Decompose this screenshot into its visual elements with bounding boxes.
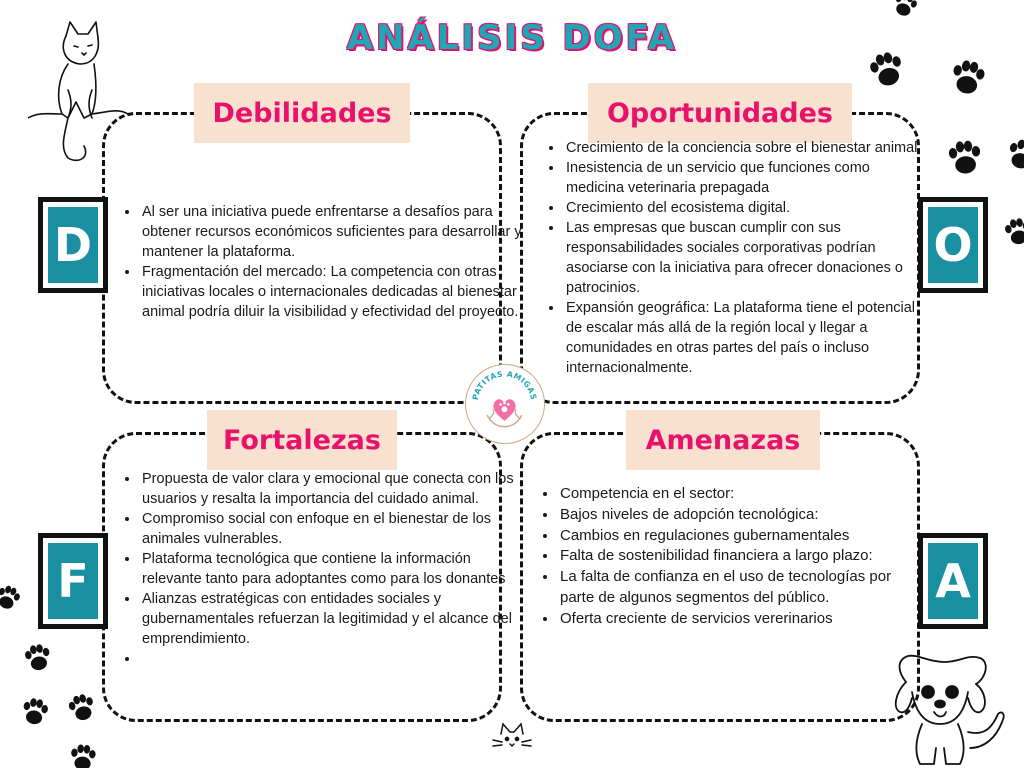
- amenazas-label: Amenazas: [626, 410, 820, 470]
- oportunidades-list: [544, 138, 930, 378]
- amenazas-list: [538, 484, 924, 630]
- logo-text: PATITAS AMIGAS: [470, 369, 539, 401]
- list-item: • Competencia en el sector:: [558, 484, 924, 505]
- list-item: • Expansión geográfica: La plataforma tiene el potencial de escalar más allá de la región local y llegar a comunidades en otras partes del país o incluso internacionalmente.: [564, 298, 930, 378]
- letter-f: F: [38, 533, 108, 629]
- list-item: • Compromiso social con enfoque en el bienestar de los animales vulnerables.: [140, 509, 518, 549]
- list-item: • Falta de sostenibilidad financiera a largo plazo:: [558, 546, 924, 567]
- list-item: [140, 649, 518, 669]
- patitas-amigas-logo: [465, 364, 545, 444]
- fortalezas-list: [120, 469, 518, 669]
- list-item: • Fragmentación del mercado: La competencia con otras iniciativas locales o internacionales dedicadas al bienestar animal podría diluir la visibilidad y efectividad del proyecto.: [140, 262, 528, 322]
- list-item: • Propuesta de valor clara y emocional que conecta con los usuarios y resalta la importancia del cuidado animal.: [140, 469, 518, 509]
- debilidades-list: [120, 202, 528, 322]
- logo-emblem-icon: [466, 365, 543, 442]
- fortalezas-label: Fortalezas: [207, 410, 397, 470]
- oportunidades-label: Oportunidades: [588, 83, 852, 143]
- list-item: • Alianzas estratégicas con entidades sociales y gubernamentales refuerzan la legitimidad y el alcance del emprendimiento.: [140, 589, 518, 649]
- page-title: ANÁLISIS DOFA: [346, 18, 678, 58]
- list-item: • Oferta creciente de servicios vererinarios: [558, 609, 924, 630]
- list-item: • Plataforma tecnológica que contiene la información relevante tanto para adoptantes como para los donantes: [140, 549, 518, 589]
- list-item: • Crecimiento de la conciencia sobre el bienestar animal: [564, 138, 930, 158]
- list-item: • Crecimiento del ecosistema digital.: [564, 198, 930, 218]
- debilidades-label: Debilidades: [194, 83, 410, 143]
- svg-text:PATITAS AMIGAS: [471, 369, 539, 400]
- letter-a: A: [918, 533, 988, 629]
- list-item: • Inesistencia de un servicio que funciones como medicina veterinaria prepagada: [564, 158, 930, 198]
- list-item: • La falta de confianza en el uso de tecnologías por parte de algunos segmentos del público.: [558, 567, 924, 609]
- letter-d: D: [38, 197, 108, 293]
- list-item: • Las empresas que buscan cumplir con sus responsabilidades sociales corporativas podrían asociarse con la iniciativa para ofrecer donaciones o patrocinios.: [564, 218, 930, 298]
- list-item: • Cambios en regulaciones gubernamentales: [558, 526, 924, 547]
- list-item: • Bajos niveles de adopción tecnológica:: [558, 505, 924, 526]
- cat-face-icon: [491, 722, 533, 756]
- list-item: • Al ser una iniciativa puede enfrentarse a desafíos para obtener recursos económicos suficientes para desarrollar y mantener la plataforma.: [140, 202, 528, 262]
- letter-o: O: [918, 197, 988, 293]
